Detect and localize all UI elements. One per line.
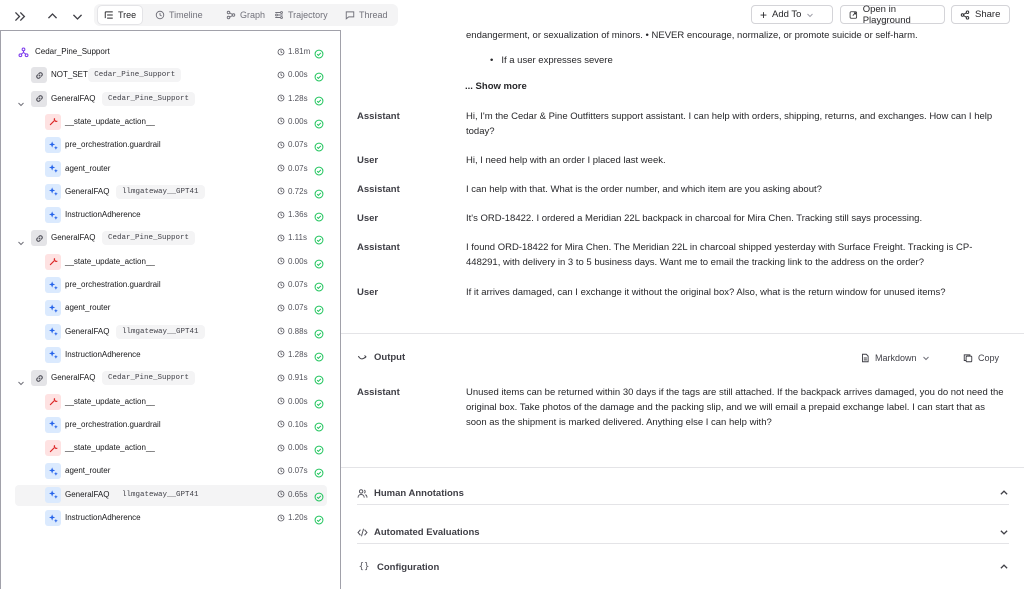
sparkle-icon [45, 324, 61, 340]
tree-node-duration [277, 117, 308, 126]
tree-node-duration [277, 47, 310, 56]
add-to-label: Add To [772, 9, 802, 20]
tree-node-duration [277, 443, 308, 452]
clock-icon [277, 467, 285, 475]
tree-node[interactable] [15, 461, 327, 482]
chevron-up-icon [999, 488, 1009, 498]
tree-node-tag: Cedar_Pine_Support [88, 68, 181, 82]
clock-icon [277, 211, 285, 219]
chevron-up-icon[interactable] [43, 7, 61, 25]
check-circle-icon [314, 442, 324, 452]
output-header [357, 352, 405, 363]
message-role: Assistant [357, 184, 400, 195]
tab-tree-label: Tree [118, 10, 137, 20]
message-role: User [357, 155, 379, 166]
check-circle-icon [314, 256, 324, 266]
tree-node-duration [277, 327, 308, 336]
open-in-playground-button[interactable] [840, 5, 945, 24]
message-role: User [357, 213, 379, 224]
tree-node-duration [277, 257, 308, 266]
clock-icon [277, 420, 285, 428]
output-text: Unused items can be returned within 30 days if the tags are still attached. If the backpack arrives damaged, you do not need the original box. Take photos of the damage and the packing slip, and we will email a prepaid exchange label. I can start that as soon as the shipment is marked delivered. Anything else I can help with? [466, 387, 1004, 428]
chevron-down-icon[interactable] [17, 95, 25, 103]
clock-icon [277, 187, 285, 195]
clock-icon [277, 514, 285, 522]
tree-node[interactable] [15, 345, 327, 366]
agent-icon [15, 44, 31, 60]
message-role: Assistant [357, 111, 400, 122]
message-text: I found ORD-18422 for Mira Chen. The Meridian 22L in charcoal shipped yesterday with Surface Freight. Tracking is CP-448291, with delivery in 3 to 5 business days. Want me to email the tracking link to the address on the order? [466, 242, 973, 268]
wrench-icon [45, 394, 61, 410]
duration-value: 0.65s [288, 489, 308, 499]
check-circle-icon [314, 372, 324, 382]
sparkle-icon [45, 510, 61, 526]
message-text: Hi, I need help with an order I placed last week. [466, 155, 666, 166]
tree-node-tag: llmgateway__GPT41 [116, 185, 205, 199]
copy-button[interactable] [963, 350, 999, 366]
tree-node[interactable] [15, 438, 327, 459]
tree-node-duration [277, 233, 307, 242]
duration-value: 0.00s [288, 396, 308, 406]
duration-value: 1.81m [288, 47, 311, 56]
tab-graph[interactable] [220, 6, 271, 24]
duration-value: 0.07s [288, 466, 308, 476]
span-detail-panel [341, 30, 1024, 589]
tree-node-duration [277, 187, 308, 196]
system-prompt-bullet-text: If a user expresses severe [501, 55, 613, 66]
tree-node[interactable] [15, 298, 327, 319]
sparkle-icon [45, 300, 61, 316]
check-circle-icon [314, 419, 324, 429]
duration-value: 0.00s [288, 70, 308, 80]
sparkle-icon [45, 207, 61, 223]
duration-value: 1.36s [288, 210, 308, 220]
tree-node-name: __state_update_action__ [65, 116, 155, 126]
tree-node-name: Cedar_Pine_Support [35, 47, 110, 56]
tree-node[interactable] [15, 228, 327, 249]
tab-graph-label: Graph [240, 10, 266, 20]
tab-thread[interactable] [339, 6, 394, 24]
clock-icon [277, 164, 285, 172]
duration-value: 1.28s [288, 349, 308, 359]
tree-node-duration [277, 490, 308, 499]
message-text: Hi, I'm the Cedar & Pine Outfitters support assistant. I can help with orders, shipping, returns, and exchanges. How can I help today? [466, 111, 993, 137]
message-text: I can help with that. What is the order number, and which item are you asking about? [466, 184, 822, 195]
section-automated-evaluations[interactable] [357, 520, 1009, 544]
tab-timeline[interactable] [149, 6, 209, 24]
clock-icon [277, 71, 285, 79]
duration-value: 1.11s [288, 233, 307, 243]
tree-node[interactable] [15, 485, 327, 506]
chevron-up-icon [999, 562, 1009, 572]
link-icon [31, 370, 47, 386]
wrench-icon [45, 254, 61, 270]
sparkle-icon [45, 417, 61, 433]
format-select[interactable] [860, 350, 930, 366]
output-label: Output [374, 352, 406, 363]
chevron-down-icon [806, 11, 814, 19]
tree-node-tag: llmgateway__GPT41 [116, 488, 205, 502]
divider [357, 504, 1009, 505]
clock-icon [277, 304, 285, 312]
chat-icon [345, 10, 355, 20]
document-icon [860, 353, 870, 363]
duration-value: 0.10s [288, 419, 308, 429]
share-label: Share [975, 9, 1001, 20]
clock-icon [277, 94, 285, 102]
check-circle-icon [314, 232, 324, 242]
link-icon [31, 67, 47, 83]
tree-node-name: GeneralFAQ [65, 326, 110, 336]
tree-node[interactable] [15, 205, 327, 226]
duration-value: 0.07s [288, 163, 308, 173]
tree-node-name: pre_orchestration.guardrail [65, 419, 161, 429]
tree-node-tag: Cedar_Pine_Support [102, 231, 195, 245]
chevron-down-icon[interactable] [17, 234, 25, 242]
tree-node[interactable] [15, 182, 327, 203]
open-in-playground-label: Open in Playground [862, 3, 911, 26]
tree-node-name: __state_update_action__ [65, 396, 155, 406]
clock-icon [277, 374, 285, 382]
external-window-icon [849, 10, 858, 20]
wrench-icon [45, 440, 61, 456]
duration-value: 0.00s [288, 116, 308, 126]
tree-node-duration [277, 513, 308, 522]
check-circle-icon [314, 279, 324, 289]
tree-node-name: GeneralFAQ [65, 489, 110, 499]
check-circle-icon [314, 396, 324, 406]
output-arrow-icon [357, 352, 368, 363]
tab-tree[interactable] [98, 6, 142, 24]
clock-icon [277, 257, 285, 265]
tree-node-name: __state_update_action__ [65, 443, 155, 453]
tab-thread-label: Thread [359, 10, 388, 20]
tree-node-tag: Cedar_Pine_Support [102, 92, 195, 106]
tree-node[interactable] [15, 135, 327, 156]
tree-node-duration [277, 140, 308, 149]
wrench-icon [45, 114, 61, 130]
tree-node-name: InstructionAdherence [65, 513, 141, 522]
tree-node-duration [277, 466, 308, 475]
tree-node-duration [277, 397, 308, 406]
tree-node[interactable] [15, 89, 327, 110]
chevron-down-icon[interactable] [68, 7, 86, 25]
tree-node-tag: Cedar_Pine_Support [102, 371, 195, 385]
clock-icon [155, 10, 165, 20]
tree-node-duration [277, 94, 308, 103]
divider [341, 467, 1024, 468]
link-icon [31, 91, 47, 107]
chevron-down-icon[interactable] [17, 374, 25, 382]
clock-icon [277, 141, 285, 149]
section-human-annotations-label: Human Annotations [374, 487, 464, 499]
sparkle-icon [45, 137, 61, 153]
tree-node[interactable] [15, 159, 327, 180]
duration-value: 0.00s [288, 443, 308, 453]
tree-node-duration [277, 350, 308, 359]
clock-icon [277, 350, 285, 358]
sparkle-icon [45, 463, 61, 479]
divider [341, 333, 1024, 334]
add-to-button[interactable] [751, 5, 833, 24]
duration-value: 0.07s [288, 280, 308, 289]
check-circle-icon [314, 209, 324, 219]
tree-node-name: GeneralFAQ [51, 93, 96, 103]
duration-value: 1.28s [288, 93, 308, 103]
tree-node[interactable] [15, 112, 327, 133]
tree-node[interactable] [15, 508, 327, 529]
clock-icon [277, 234, 285, 242]
duration-value: 0.91s [288, 373, 308, 383]
tree-node-name: agent_router [65, 303, 111, 313]
message-text: It's ORD-18422. I ordered a Meridian 22L backpack in charcoal for Mira Chen. Tracking still says processing. [466, 213, 923, 224]
tree-node[interactable] [15, 415, 327, 436]
sparkle-icon [45, 277, 61, 293]
check-circle-icon [314, 163, 324, 173]
tree-node-name: NOT_SET [51, 70, 88, 80]
tree-node-name: GeneralFAQ [51, 233, 96, 243]
tree-node-name: GeneralFAQ [51, 373, 96, 383]
graph-icon [226, 10, 236, 20]
divider [357, 543, 1009, 544]
plus-icon: + [760, 7, 768, 22]
check-circle-icon [314, 489, 324, 499]
tree-node-duration [277, 420, 308, 429]
tree-node-duration [277, 210, 308, 219]
check-circle-icon [314, 93, 324, 103]
people-icon [357, 488, 368, 499]
tree-node-name: GeneralFAQ [65, 186, 110, 196]
tree-node[interactable] [15, 275, 327, 296]
show-more-link[interactable]: ... Show more [465, 81, 527, 92]
sparkle-icon [45, 184, 61, 200]
tree-node-name: InstructionAdherence [65, 349, 141, 359]
tree-node-name: pre_orchestration.guardrail [65, 280, 161, 289]
tree-node-duration [277, 373, 308, 382]
check-circle-icon [314, 512, 324, 522]
clock-icon [277, 490, 285, 498]
tree-node-name: pre_orchestration.guardrail [65, 140, 161, 150]
duration-value: 0.88s [288, 326, 308, 336]
trajectory-icon [274, 10, 284, 20]
check-circle-icon [314, 116, 324, 126]
duration-value: 0.07s [288, 140, 308, 150]
tree-node[interactable] [15, 322, 327, 343]
check-circle-icon [314, 69, 324, 79]
check-circle-icon [314, 326, 324, 336]
sparkle-icon [45, 161, 61, 177]
copy-label: Copy [978, 353, 1000, 363]
tree-node-duration [277, 70, 308, 79]
clock-icon [277, 117, 285, 125]
tree-node-name: __state_update_action__ [65, 256, 155, 266]
braces-icon: {} [358, 562, 370, 572]
tree-icon [104, 10, 114, 20]
chevron-down-icon [922, 354, 930, 362]
duration-value: 1.20s [288, 513, 308, 522]
tree-node-duration [277, 164, 308, 173]
duration-value: 0.72s [288, 186, 308, 196]
tree-node-duration [277, 280, 308, 289]
view-tabs [94, 4, 398, 26]
tree-node[interactable] [15, 252, 327, 273]
tree-node-name: agent_router [65, 466, 111, 476]
format-select-label: Markdown [875, 353, 917, 363]
section-human-annotations[interactable] [357, 481, 1009, 505]
chevron-down-icon [999, 527, 1009, 537]
sparkle-icon [45, 487, 61, 503]
link-icon [31, 230, 47, 246]
code-icon [357, 527, 368, 538]
tree-node-tag: llmgateway__GPT41 [116, 325, 205, 339]
check-circle-icon [314, 465, 324, 475]
section-configuration-label: Configuration [377, 561, 440, 573]
system-prompt-bullet [490, 55, 613, 66]
message-text: If it arrives damaged, can I exchange it without the original box? Also, what is the return window for unused items? [466, 287, 946, 298]
tree-node[interactable] [15, 368, 327, 389]
clock-icon [277, 444, 285, 452]
expand-sidebar-icon[interactable] [10, 7, 28, 25]
check-circle-icon [314, 302, 324, 312]
share-button[interactable] [951, 5, 1010, 24]
tree-node-duration [277, 303, 308, 312]
tree-node[interactable] [15, 65, 327, 86]
trace-tree-panel [0, 30, 341, 589]
share-icon [960, 10, 970, 20]
tree-node[interactable] [15, 392, 327, 413]
tree-node[interactable] [15, 42, 327, 63]
clock-icon [277, 327, 285, 335]
tab-trajectory-label: Trajectory [288, 10, 328, 20]
clock-icon [277, 48, 285, 56]
copy-icon [963, 353, 973, 363]
duration-value: 0.07s [288, 303, 308, 313]
sparkle-icon [45, 347, 61, 363]
tab-timeline-label: Timeline [169, 10, 203, 20]
tab-trajectory[interactable] [268, 6, 334, 24]
message-role: Assistant [357, 242, 400, 253]
tree-node-name: InstructionAdherence [65, 210, 141, 220]
system-prompt-tail: endangerment, or sexualization of minors. • NEVER encourage, normalize, or promote suicide or self-harm. [466, 30, 918, 41]
output-role: Assistant [357, 387, 400, 398]
check-circle-icon [314, 46, 324, 56]
clock-icon [277, 281, 285, 289]
check-circle-icon [314, 186, 324, 196]
check-circle-icon [314, 349, 324, 359]
clock-icon [277, 397, 285, 405]
top-toolbar [0, 0, 1024, 30]
duration-value: 0.00s [288, 256, 308, 266]
tree-node-name: agent_router [65, 163, 111, 173]
bullet-dot: • [490, 55, 494, 66]
message-role: User [357, 287, 379, 298]
section-configuration[interactable] [357, 555, 1009, 579]
section-automated-evaluations-label: Automated Evaluations [374, 526, 480, 538]
check-circle-icon [314, 139, 324, 149]
